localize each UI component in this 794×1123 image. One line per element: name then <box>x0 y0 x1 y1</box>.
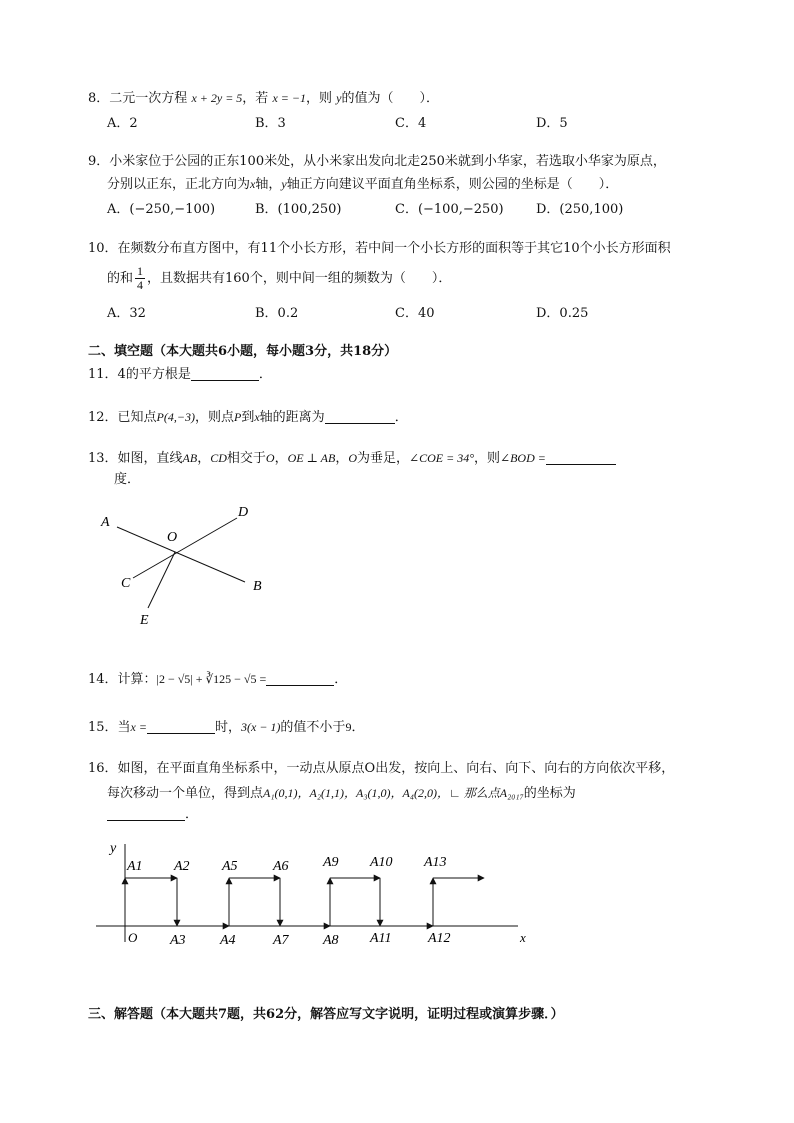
question-13-line-2: 度． <box>114 472 141 487</box>
question-16-line-3: ． <box>107 806 198 824</box>
question-11: 11．4的平方根是 ． <box>88 367 272 382</box>
origin-label: O <box>128 930 138 945</box>
answer-blank-13[interactable] <box>546 450 616 465</box>
question-12: 12．已知点P(4,−3)，则点P到x轴的距离为 ． <box>88 410 408 425</box>
question-9-line-1: 9．小米家位于公园的正东100米处，从小米家出发向北走250米就到小华家，若选取小华家为原点， <box>88 154 666 169</box>
question-14: 14．计算：|2 − √5| + ∛125 − √5 = ． <box>88 672 348 687</box>
label-c: C <box>121 576 131 591</box>
answer-blank-12[interactable] <box>325 409 395 424</box>
q8-option-c: C．4 <box>395 116 427 131</box>
ray-oe <box>148 552 175 608</box>
answer-blank-16[interactable] <box>107 806 185 821</box>
label-a4: A4 <box>220 933 236 948</box>
q8-option-b: B．3 <box>255 116 286 131</box>
q8-option-a: A．2 <box>107 116 138 131</box>
label-a13: A13 <box>424 855 447 870</box>
label-a9: A9 <box>323 855 339 870</box>
label-d: D <box>238 505 249 520</box>
question-9-line-2: 分别以正东，正北方向为x轴，y轴正方向建议平面直角坐标系，则公园的坐标是（ ）． <box>107 177 619 192</box>
section-2-heading: 二、填空题（本大题共6小题，每小题3分，共18分） <box>88 344 398 359</box>
line-ab <box>117 527 245 582</box>
q9-option-b: B．(100,250) <box>255 202 342 217</box>
label-b: B <box>253 579 262 594</box>
label-e: E <box>140 613 149 628</box>
q10-option-c: C．40 <box>395 306 435 321</box>
q10-option-b: B．0.2 <box>255 306 299 321</box>
question-10-line-2: 的和 $\frac{1}{4}$ ，且数据共有160个，则中间一组的频数为（ ）． <box>107 264 452 292</box>
answer-blank-15[interactable] <box>147 719 215 734</box>
label-a2: A2 <box>174 859 190 874</box>
q10-option-d: D．0.25 <box>536 306 589 321</box>
question-10-line-1: 10．在频数分布直方图中，有11个小长方形，若中间一个小长方形的面积等于其它10个小长方形面积 <box>88 241 671 256</box>
label-a10: A10 <box>370 855 393 870</box>
label-a8: A8 <box>323 933 339 948</box>
label-a7: A7 <box>273 933 289 948</box>
line-cd <box>133 518 237 578</box>
label-a11: A11 <box>370 931 392 946</box>
x-axis-label: x <box>520 930 526 945</box>
label-a12: A12 <box>428 931 451 946</box>
q13-figure <box>95 500 275 630</box>
q8-option-d: D．5 <box>536 116 568 131</box>
label-a6: A6 <box>273 859 289 874</box>
q9-option-c: C．(−100,−250) <box>395 202 504 217</box>
question-13-line-1: 13．如图，直线AB，CD相交于O，OE ⊥ AB，O为垂足，∠COE = 34°，则∠BOD = <box>88 449 616 468</box>
question-16-line-2: 每次移动一个单位，得到点A₁(0,1)，A₂(1,1)，A₃(1,0)，A₄(2,0)，∟ 那么点A₂₀₁₇的坐标为 <box>107 786 576 801</box>
answer-blank-11[interactable] <box>191 366 259 381</box>
answer-blank-14[interactable] <box>266 671 334 686</box>
movement-path <box>125 878 484 926</box>
fraction-one-quarter: $\frac{1}{4}$ <box>137 264 144 292</box>
label-a5: A5 <box>222 859 238 874</box>
question-8-stem: 8．二元一次方程 x + 2y = 5，若 x = −1，则 y的值为（ ）． <box>88 91 439 106</box>
question-15: 15．当x = 时，3(x − 1)的值不小于9． <box>88 720 365 735</box>
question-16-line-1: 16．如图，在平面直角坐标系中，一动点从原点O出发，按向上、向右、向下、向右的方向依次平移， <box>88 761 675 776</box>
q9-option-d: D．(250,100) <box>536 202 624 217</box>
section-3-heading: 三、解答题（本大题共7题，共62分，解答应写文字说明，证明过程或演算步骤．） <box>88 1007 564 1022</box>
q10-option-a: A．32 <box>107 306 146 321</box>
q9-option-a: A．(−250,−100) <box>107 202 216 217</box>
label-a3: A3 <box>170 933 186 948</box>
label-a1: A1 <box>127 859 143 874</box>
y-axis-label: y <box>110 841 117 856</box>
q16-grid-figure <box>90 838 540 953</box>
label-o: O <box>167 530 178 545</box>
label-a: A <box>101 515 110 530</box>
